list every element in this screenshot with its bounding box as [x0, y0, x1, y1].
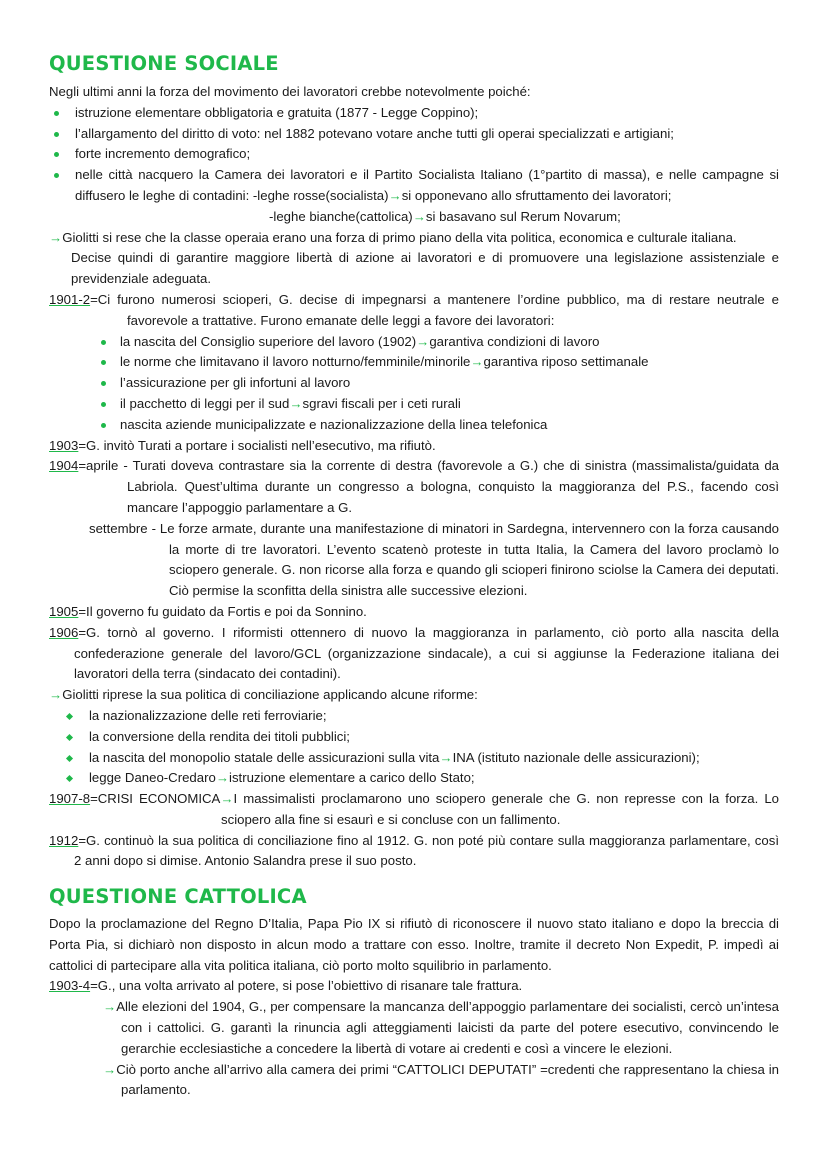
arrow-icon: →: [103, 999, 117, 1015]
list-item: legge Daneo-Credaro→istruzione elementare a carico dello Stato;: [49, 768, 779, 789]
year-entry-1905: 1905=Il governo fu guidato da Fortis e poi da Sonnino.: [49, 603, 367, 619]
entry-settembre: settembre - Le forze armate, durante una manifestazione di minatori in Sardegna, intervennero con la forza causando la morte di tre lavoratori. L’evento scatenò proteste in tutta Italia, la Camera del lavoro proclamò lo sciopero generale. G. non ricorse alla forza e quando gli scioperi finirono sciolse la Camera dei deputati. Ciò permise la sconfitta della sinistra alle successive elezioni.: [89, 520, 779, 599]
giolitti-paragraph-b: Decise quindi di garantire maggiore libertà di azione ai lavoratori e di promuovere una legislazione assistenziale e previdenziale adeguata.: [71, 250, 779, 287]
title-questione-sociale: QUESTIONE SOCIALE: [49, 52, 279, 75]
arrow-icon: →: [49, 687, 63, 703]
laws-list: [49, 332, 779, 436]
arrow-icon: →: [103, 1061, 117, 1077]
year-label: 1905: [49, 603, 79, 619]
year-entry-1907: 1907-8=CRISI ECONOMICA→I massimalisti proclamarono uno sciopero generale che G. non represse con la forza. Lo sciopero alla fine si esaurì e si concluse con un fallimento.: [49, 791, 779, 827]
catholic-intro: Dopo la proclamazione del Regno D’Italia, Papa Pio IX si rifiutò di riconoscere il nuovo stato italiano e dopo la breccia di Porta Pia, si dichiarò non disposto in alcun modo a trattare con esso. Inoltre, tramite il decreto Non Expedit, P. impedì ai cattolici di partecipare alla vita politica italiana, ciò porto molto squilibrio in parlamento.: [49, 916, 779, 973]
giolitti-paragraph: →Giolitti si rese che la classe operaia erano una forza di primo piano della vita politica, economica e culturale italiana.: [49, 229, 737, 245]
arrow-icon: →: [49, 229, 63, 245]
arrow-icon: →: [439, 749, 453, 765]
list-item: forte incremento demografico;: [49, 144, 779, 165]
leghe-bianche-line: -leghe bianche(cattolica)→si basavano sul Rerum Novarum;: [269, 208, 621, 224]
year-entry-1903-cattolica: 1903-4=G., una volta arrivato al potere, si pose l’obiettivo di risanare tale frattura.: [49, 978, 523, 994]
list-item: le norme che limitavano il lavoro notturno/femminile/minorile→garantiva riposo settimanale: [49, 352, 779, 373]
year-entry-1901: 1901-2=Ci furono numerosi scioperi, G. decise di impegnarsi a mantenere l’ordine pubblico, ma di restare neutrale e favorevole a trattative. Furono emanate delle leggi a favore dei lavoratori:: [49, 291, 779, 328]
social-bullets: [49, 103, 779, 207]
list-item: la nascita del monopolio statale delle assicurazioni sulla vita→INA (istituto nazionale delle assicurazioni);: [49, 748, 779, 769]
year-entry-1912: 1912=G. continuò la sua politica di conciliazione fino al 1912. G. non poté più contare sulla maggioranza parlamentare, così 2 anni dopo si dimise. Antonio Salandra prese il suo posto.: [49, 832, 779, 869]
list-item: la conversione della rendita dei titoli pubblici;: [49, 727, 779, 748]
reforms-list: [49, 706, 779, 789]
year-label: 1912: [49, 832, 79, 848]
catholic-paragraph-1: →Alle elezioni del 1904, G., per compensare la mancanza dell’appoggio parlamentare dei socialisti, cercò un’intesa con i cattolici. G. garantì la rinuncia agli atteggiamenti laicisti da parte del potere esecutivo, convincendo le gerarchie ecclesiastiche a concedere la libertà di votare ai credenti e così a vincere le elezioni.: [103, 999, 779, 1056]
list-item: nascita aziende municipalizzate e nazionalizzazione della linea telefonica: [49, 415, 779, 436]
arrow-icon: →: [470, 354, 484, 370]
arrow-icon: →: [215, 770, 230, 786]
arrow-icon: →: [412, 208, 426, 224]
list-item: istruzione elementare obbligatoria e gratuita (1877 - Legge Coppino);: [49, 103, 779, 124]
social-intro: Negli ultimi anni la forza del movimento dei lavoratori crebbe notevolmente poiché:: [49, 84, 531, 99]
arrow-icon: →: [289, 395, 303, 411]
arrow-icon: →: [388, 187, 402, 203]
year-label: 1906: [49, 624, 79, 640]
year-entry-1903: 1903=G. invitò Turati a portare i socialisti nell’esecutivo, ma rifiutò.: [49, 437, 436, 453]
year-label: 1903: [49, 437, 79, 453]
arrow-icon: →: [416, 333, 430, 349]
list-item: l’assicurazione per gli infortuni al lavoro: [49, 373, 779, 394]
social-body: [49, 82, 779, 872]
catholic-body: [49, 914, 779, 1101]
year-label: 1904: [49, 458, 79, 474]
year-entry-1904: 1904=aprile - Turati doveva contrastare sia la corrente di destra (favorevole a G.) che di sinistra (massimalista/guidata da Labriola. Quest’ultima durante un congresso a bologna, conquisto la maggioranza del P.S., facendo così mancare l’appoggio parlamentare a G.: [49, 458, 779, 515]
year-entry-1906: 1906=G. tornò al governo. I riformisti ottennero di nuovo la maggioranza in parlamento, ciò porto alla nascita della confederazione generale del lavoro/GCL (organizzazione sindacale), a cui si aggiunse la Federazione italiana dei lavoratori della terra (sindacato dei contadini).: [49, 624, 779, 682]
year-label: 1901-2: [49, 291, 91, 307]
year-label: 1907-8: [49, 791, 91, 807]
catholic-paragraph-2: →Ciò porto anche all’arrivo alla camera dei primi “CATTOLICI DEPUTATI” =credenti che rappresentano la chiesa in parlamento.: [103, 1061, 779, 1098]
list-item: l’allargamento del diritto di voto: nel 1882 potevano votare anche tutti gli operai specializzati e artigiani;: [49, 124, 779, 145]
list-item: nelle città nacquero la Camera dei lavoratori e il Partito Socialista Italiano (1°partito di massa), e nelle campagne si diffusero le leghe di contadini: -leghe rosse(socialista)→si opponevano allo sfruttamento dei lavoratori;: [49, 165, 779, 207]
arrow-icon: →: [220, 791, 234, 807]
list-item: la nascita del Consiglio superiore del lavoro (1902)→garantiva condizioni di lavoro: [49, 332, 779, 353]
title-questione-cattolica: QUESTIONE CATTOLICA: [49, 885, 307, 908]
list-item: la nazionalizzazione delle reti ferroviarie;: [49, 706, 779, 727]
giolitti-reforms-intro: →Giolitti riprese la sua politica di conciliazione applicando alcune riforme:: [49, 687, 478, 703]
year-label: 1903-4: [49, 978, 91, 994]
list-item: il pacchetto di leggi per il sud→sgravi fiscali per i ceti rurali: [49, 394, 779, 415]
